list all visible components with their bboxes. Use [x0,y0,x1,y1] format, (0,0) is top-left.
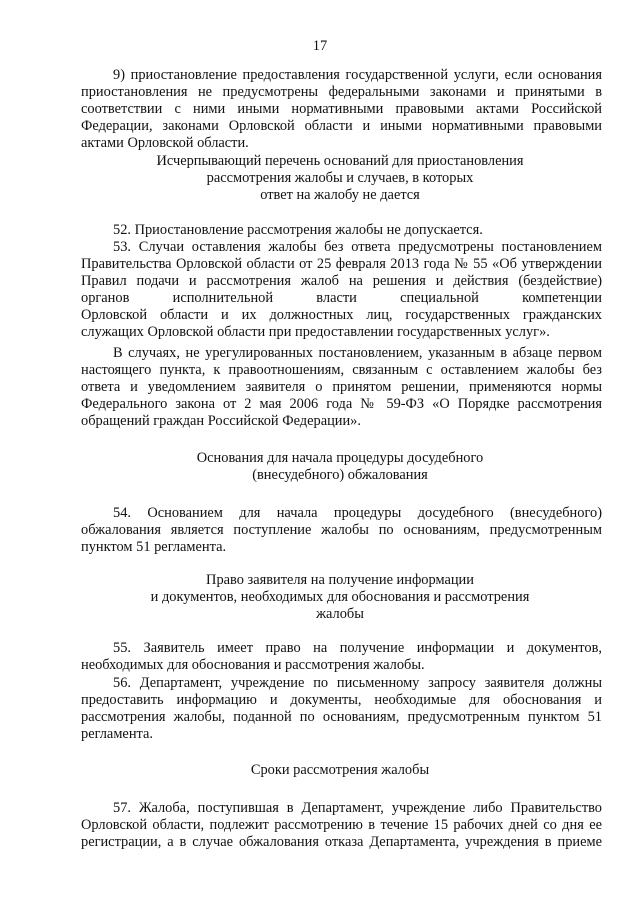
paragraph-57-line-1: 57. Жалоба, поступившая в Департамент, учреждение либо Правительство [113,800,602,816]
paragraph-52: 52. Приостановление рассмотрения жалобы не допускается. [113,222,483,238]
section-heading-1-line-2: рассмотрения жалобы и случаев, в которых [206,170,474,186]
section-heading-4: Сроки рассмотрения жалобы [250,762,430,778]
paragraph-57-line-3: регистрации, а в случае обжалования отказа Департамента, учреждения в приеме [81,834,602,850]
section-heading-1-line-1: Исчерпывающий перечень оснований для приостановления [156,153,524,169]
item-9-line-3: соответствии с ними иными нормативными правовыми актами Российской [81,101,602,117]
paragraph-unregulated-line-4: Федерального закона от 2 мая 2006 года № 59-ФЗ «О Порядке рассмотрения [81,396,602,412]
section-heading-3-line-1: Право заявителя на получение информации [206,572,474,588]
item-9-line-4: Федерации, законами Орловской области и иными нормативными правовыми [81,118,602,134]
section-heading-2-line-1: Основания для начала процедуры досудебного [196,450,484,466]
paragraph-56-line-2: предоставить информацию и документы, необходимые для обоснования и [81,692,602,708]
paragraph-54-line-3: пунктом 51 регламента. [81,539,227,555]
paragraph-57-line-2: Орловской области, подлежит рассмотрению в течение 15 рабочих дней со дня ее [81,817,602,833]
paragraph-unregulated-line-5: обращений граждан Российской Федерации». [81,413,361,429]
paragraph-56-line-4: регламента. [81,726,153,742]
item-9-line-1: 9) приостановление предоставления государственной услуги, если основания [113,67,602,83]
paragraph-54-line-2: обжалования является поступление жалобы по основаниям, предусмотренным [81,522,602,538]
paragraph-53-line-2: Правительства Орловской области от 25 февраля 2013 года № 55 «Об утверждении [81,256,602,272]
paragraph-55-line-1: 55. Заявитель имеет право на получение информации и документов, [113,640,602,656]
paragraph-53-line-1: 53. Случаи оставления жалобы без ответа предусмотрены постановлением [113,239,602,255]
paragraph-unregulated-line-3: ответа и уведомлением заявителя о принятом решении, применяются нормы [81,379,602,395]
item-9-line-5: актами Орловской области. [81,135,249,151]
paragraph-53-line-6: служащих Орловской области при предоставлении государственных услуг». [81,324,550,340]
section-heading-3-line-3: жалобы [316,606,364,622]
paragraph-unregulated-line-2: настоящего пункта, к правоотношениям, связанным с оставлением жалобы без [81,362,602,378]
paragraph-unregulated-line-1: В случаях, не урегулированных постановлением, указанным в абзаце первом [113,345,602,361]
section-heading-3-line-2: и документов, необходимых для обоснования и рассмотрения [150,589,530,605]
paragraph-55-line-2: необходимых для обоснования и рассмотрения жалобы. [81,657,425,673]
section-heading-2-line-2: (внесудебного) обжалования [252,467,428,483]
paragraph-56-line-3: рассмотрения жалобы, поданной по основаниям, предусмотренным пунктом 51 [81,709,602,725]
item-9-line-2: приостановления не предусмотрены федеральными законами и принятыми в [81,84,602,100]
paragraph-53-line-5: Орловской области и их должностных лиц, государственных гражданских [81,307,602,323]
section-heading-1-line-3: ответ на жалобу не дается [260,187,420,203]
paragraph-53-line-4: органов исполнительной власти специальной компетенции [81,290,602,306]
paragraph-56-line-1: 56. Департамент, учреждение по письменному запросу заявителя должны [113,675,602,691]
paragraph-53-line-3: Правил подачи и рассмотрения жалоб на решения и действия (бездействие) [81,273,602,289]
page-number: 17 [312,38,328,54]
paragraph-54-line-1: 54. Основанием для начала процедуры досудебного (внесудебного) [113,505,602,521]
